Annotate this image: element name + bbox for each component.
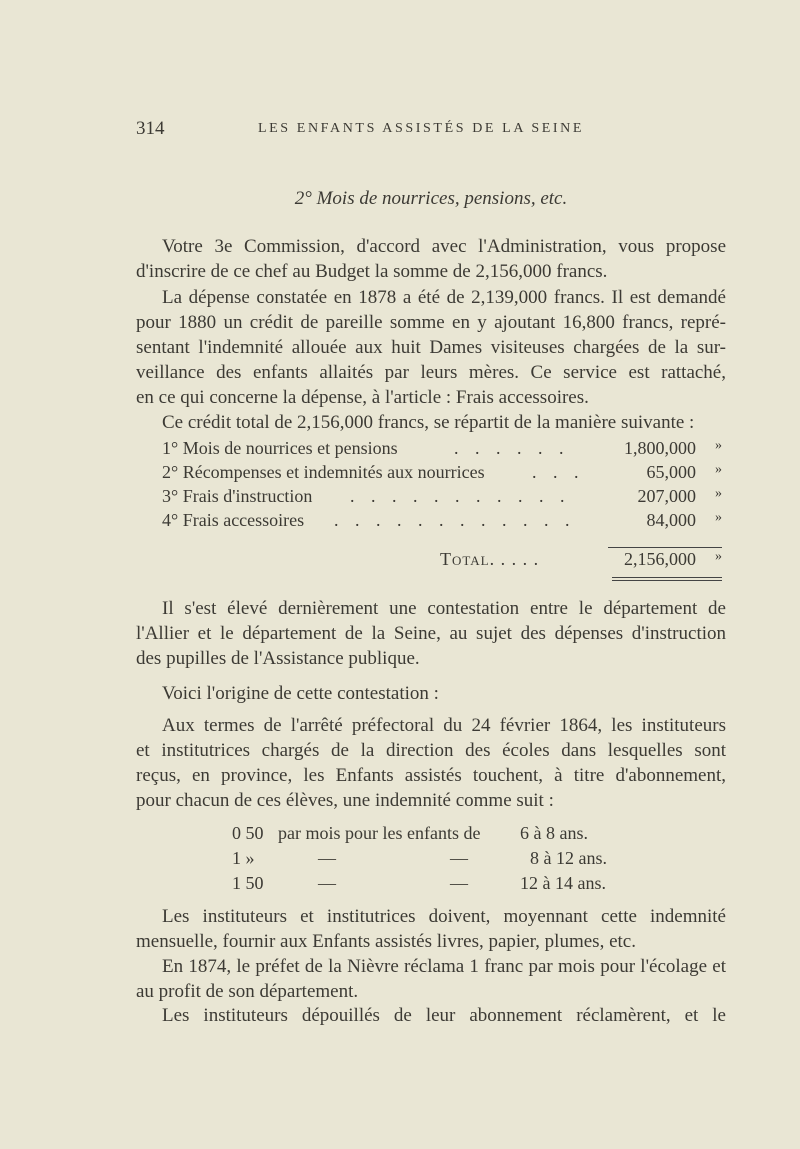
ditto-dash: — <box>450 848 468 868</box>
rate-description: par mois pour les enfants de <box>278 823 481 843</box>
ledger-row <box>162 438 722 462</box>
ditto-dash: — <box>450 873 468 893</box>
ditto-dash: — <box>318 873 336 893</box>
paragraph-commission <box>136 234 726 284</box>
ledger-label: 1° Mois de nourrices et pensions <box>162 438 398 458</box>
ledger-amount: 207,000 <box>637 486 696 506</box>
rate-amount: 0 50 <box>232 823 264 843</box>
text-line: au profit de son département. <box>136 981 359 1002</box>
text-line: La dépense constatée en 1878 a été de 2,139,000 francs. Il est demandé <box>162 287 726 308</box>
paragraph-origin <box>136 681 726 706</box>
paragraph-obligations <box>136 904 726 954</box>
total-mark: » <box>715 549 722 564</box>
total-amount: 2,156,000 <box>624 549 696 569</box>
double-rule-bottom <box>612 580 722 581</box>
text-line: mensuelle, fournir aux Enfants assistés livres, papier, plumes, etc. <box>136 931 636 952</box>
ledger-amount: 84,000 <box>646 510 696 530</box>
page-header <box>136 118 726 142</box>
expense-ledger <box>162 438 722 534</box>
text-line: veillance des enfants allaités par leurs mères. Ce service est rattaché, <box>136 362 726 383</box>
text-line: Aux termes de l'arrêté préfectoral du 24 février 1864, les instituteurs <box>162 715 726 736</box>
text-line: et institutrices chargés de la direction des écoles dans lesquelles sont <box>136 740 726 761</box>
paragraph-decree <box>136 713 726 813</box>
ledger-dots: . . . . . . . . . . . . <box>334 510 576 530</box>
ledger-row <box>162 510 722 534</box>
text-line: Voici l'origine de cette contestation : <box>162 683 439 704</box>
sum-rule <box>608 547 722 548</box>
ledger-label: 2° Récompenses et indemnités aux nourrices <box>162 462 485 482</box>
ledger-dots: . . . . . . <box>454 438 570 458</box>
ledger-row <box>162 462 722 486</box>
text-line: Ce crédit total de 2,156,000 francs, se répartit de la manière suivante : <box>162 412 695 433</box>
rate-amount: 1 » <box>232 848 255 868</box>
rate-age: 6 à 8 ans. <box>520 823 588 843</box>
text-line: Les instituteurs et institutrices doivent, moyennant cette indemnité <box>162 906 726 927</box>
rate-row <box>232 823 632 848</box>
rate-age: 8 à 12 ans. <box>530 848 607 868</box>
paragraph-dispute <box>136 596 726 671</box>
ledger-label: 4° Frais accessoires <box>162 510 305 530</box>
text-line: en ce qui concerne la dépense, à l'article : Frais accessoires. <box>136 387 589 408</box>
ledger-mark: » <box>715 510 722 525</box>
ledger-mark: » <box>715 486 722 501</box>
ledger-mark: » <box>715 438 722 453</box>
rate-age: 12 à 14 ans. <box>520 873 606 893</box>
text-line: reçus, en province, les Enfants assistés touchent, à titre d'abonnement, <box>136 765 726 786</box>
ledger-total <box>162 549 722 573</box>
rate-row <box>232 848 632 873</box>
ledger-label: 3° Frais d'instruction <box>162 486 313 506</box>
total-label: Total. . . . . <box>440 549 540 569</box>
ditto-dash: — <box>318 848 336 868</box>
text-line: En 1874, le préfet de la Nièvre réclama 1 franc par mois pour l'écolage et <box>162 956 726 977</box>
text-line: des pupilles de l'Assistance publique. <box>136 648 420 669</box>
rate-amount: 1 50 <box>232 873 264 893</box>
ledger-dots: . . . . . . . . . . . <box>350 486 571 506</box>
ledger-amount: 1,800,000 <box>624 438 696 458</box>
double-rule-top <box>612 577 722 578</box>
text-line: sentant l'indemnité allouée aux huit Dames visiteuses chargées de la sur- <box>136 337 726 358</box>
ledger-row <box>162 486 722 510</box>
text-line: Il s'est élevé dernièrement une contestation entre le département de <box>162 598 726 619</box>
ledger-mark: » <box>715 462 722 477</box>
paragraph-breakdown-intro <box>136 410 726 435</box>
text-line: Votre 3e Commission, d'accord avec l'Administration, vous propose <box>162 236 726 257</box>
text-line: l'Allier et le département de la Seine, au sujet des dépenses d'instruction <box>136 623 726 644</box>
rate-row <box>232 873 632 898</box>
text-line: pour 1880 un crédit de pareille somme en y ajoutant 16,800 francs, repré- <box>136 312 726 333</box>
page-number: 314 <box>136 118 165 139</box>
paragraph-teachers <box>136 1003 726 1028</box>
text-line: Les instituteurs dépouillés de leur abonnement réclamèrent, et le <box>162 1005 726 1026</box>
section-title: 2° Mois de nourrices, pensions, etc. <box>294 188 568 209</box>
running-title: LES ENFANTS ASSISTÉS DE LA SEINE <box>258 121 585 136</box>
paragraph-nievre <box>136 954 726 1004</box>
text-line: pour chacun de ces élèves, une indemnité comme suit : <box>136 790 554 811</box>
ledger-amount: 65,000 <box>646 462 696 482</box>
paragraph-expense <box>136 285 726 410</box>
text-line: d'inscrire de ce chef au Budget la somme de 2,156,000 francs. <box>136 261 608 282</box>
rates-table <box>232 823 632 898</box>
ledger-dots: . . . <box>532 462 585 482</box>
